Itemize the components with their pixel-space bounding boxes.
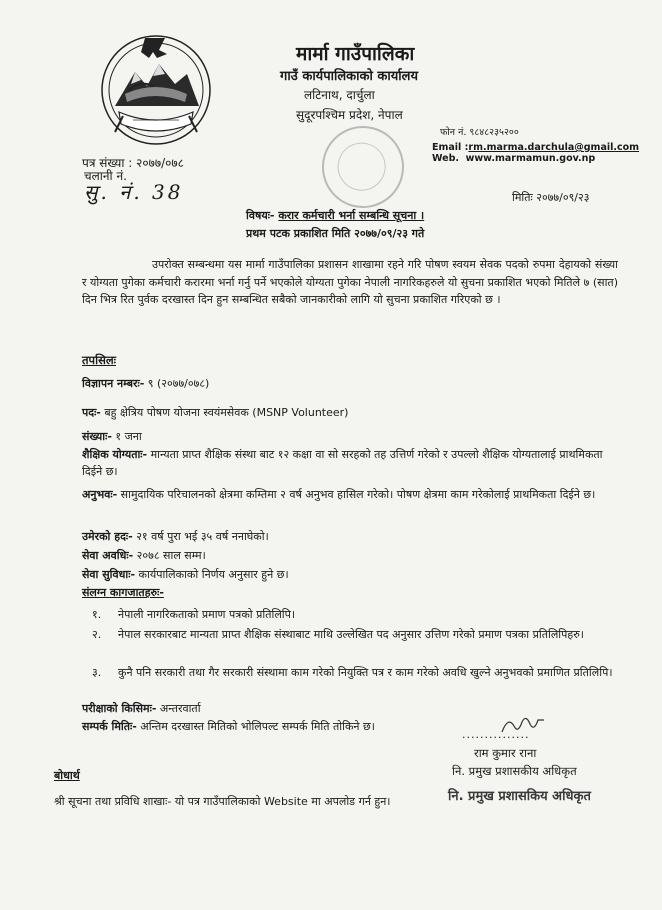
web-label: Web. [432,153,459,164]
office-province: सुदूरपश्चिम प्रदेश, नेपाल [296,108,403,122]
detail-row: विज्ञापन नम्बरः- ९ (२०७७/०७८) [82,377,210,390]
detail-row: पदः- बहु क्षेत्रिय पोषण योजना स्वयंमसेवक (MSNP Volunteer) [82,406,349,419]
detail-row: अनुभवः- सामुदायिक परिचालनको क्षेत्रमा कम्तिमा २ वर्ष अनुभव हासिल गरेको। पोषण क्षेत्रमा काम गरेकोलाई प्राथमिकता दिईने छ। [82,488,596,501]
detail-row: उमेरको हदः- २१ वर्ष पुरा भई ३५ वर्ष ननाघेको। [82,530,269,543]
signatory-name: राम कुमार राना [474,746,537,760]
info-label: बोधार्थ [54,769,80,782]
detail-row: शैक्षिक योग्यताः- मान्यता प्राप्त शैक्षिक संस्था बाट १२ कक्षा वा सो सरहको तह उत्तिर्ण गरेको र उपल्लो शैक्षिक योग्यतालाई प्राथमिकता दिईने छ। [82,448,603,478]
email-address: rm.marma.darchula@gmail.com [468,142,640,153]
detail-row: संख्याः- १ जना [82,430,142,443]
subject-text: करार कर्मचारी भर्ना सम्बन्धि सूचना । [278,209,425,222]
info-text: श्री सूचना तथा प्रविधि शाखाः- यो पत्र गाउँपालिकाको Website मा अपलोड गर्न हुन। [54,795,391,808]
notice-letter: मार्मा गाउँपालिका गाउँ कार्यपालिकाको कार्यालय लटिनाथ, दार्चुला सुदूरपश्चिम प्रदेश, नेपाल फोन नं. ९८४८२३५२०० Email :rm.marma.darchula@gmail.com Web. www.marmamun.gov.np पत्र संख्या : २०७७/०७८ चलानी नं. सु. नं. 38 मितिः २०७७/०९/२३ विषयः- करार कर्मचारी भर्ना सम्बन्धि सूचना । प्रथम पटक प्रकाशित मिति २०७७/०९/२३ गते उपरोक्त सम्बन्धमा यस मार्मा गाउँपालिका प्रशासन शाखामा रहने गरि पोषण स्वयम सेवक पदको रुपमा देहायको संख्या र योग्यता पुगेका कर्मचारी करारमा भर्ना गर्नु पर्ने भएकोले योग्यता पुगेका नेपाली नागरिकहरुले यो सुचना प्रकाशित भएको मितिले ७ (सात) दिन भित्र रित पुर्वक दरखास्त दिन हुन सम्बन्धित सबैको जानकारीको लागि यो सुचना प्रकाशित गरिएको छ । तपसिलः विज्ञापन नम्बरः- ९ (२०७७/०७८) पदः- बहु क्षेत्रिय पोषण योजना स्वयंमसेवक (MSNP Volunteer) संख्याः- १ जना शैक्षिक योग्यताः- मान्यता प्राप्त शैक्षिक संस्था बाट १२ कक्षा वा सो सरहको तह उत्तिर्ण गरेको र उपल्लो शैक्षिक योग्यतालाई प्राथमिकता दिईने छ। अनुभवः- सामुदायिक परिचालनको क्षेत्रमा कम्तिमा २ वर्ष अनुभव हासिल गरेको। पोषण क्षेत्रमा काम गरेकोलाई प्राथमिकता दिईने छ। उमेरको हदः- २१ वर्ष पुरा भई ३५ वर्ष ननाघेको। सेवा अवधिः- २०७८ साल सम्म। सेवा सुविधाः- कार्यपालिकाको निर्णय अनुसार हुने छ। संलग्न कागजातहरुः- १. नेपाली नागरिकताको प्रमाण पत्रको प्रतिलिपि। २. नेपाल सरकारबाट मान्यता प्राप्त शैक्षिक संस्थाबाट माथि उल्लेखित पद अनुसार उत्तिण गरेको प्रमाण पत्रका प्रतिलिपिहरु। ३. कुनै पनि सरकारी तथा गैर सरकारी संस्थामा काम गरेको नियुक्ति पत्र र काम गरेको अवधि खुल्ने अनुभवको प्रमाणित प्रतिलिपि। परीक्षाको किसिमः- अन्तरवार्ता सम्पर्क मितिः- अन्तिम दरखास्त मितिको भोलिपल्ट सम्पर्क मिति तोकिने छ। ............... राम कुमार राना नि. प्रमुख प्रशासकीय अधिकृत बोधार्थ श्री सूचना तथा प्रविधि शाखाः- यो पत्र गाउँपालिकाको Website मा अपलोड गर्न हुन। नि. प्रमुख प्रशासकिय अधिकृत [0,0,662,910]
designation-stamp: नि. प्रमुख प्रशासकिय अधिकृत [448,789,591,804]
dispatch-number-handwritten: सु. नं. 38 [84,180,184,204]
nepal-emblem-icon [95,28,217,146]
office-address: लटिनाथ, दार्चुला [304,88,375,102]
subject-line [246,208,424,223]
reference-number: पत्र संख्या : २०७७/०७८ [82,156,184,170]
email-label: Email : [432,142,469,153]
office-subtitle: गाउँ कार्यपालिकाको कार्यालय [280,69,418,84]
web-address: www.marmamun.gov.np [465,153,596,164]
email-line [432,142,639,153]
exam-type: परीक्षाको किसिमः- अन्तरवार्ता [82,702,201,715]
signatory-designation: नि. प्रमुख प्रशासकीय अधिकृत [452,764,577,778]
dispatch-number-label: चलानी नं. [84,169,127,183]
office-stamp-icon [307,111,419,223]
letter-date: मितिः २०७७/०९/२३ [512,191,590,204]
detail-row: सेवा अवधिः- २०७८ साल सम्म। [82,549,206,562]
detail-row: सेवा सुविधाः- कार्यपालिकाको निर्णय अनुसार हुने छ। [82,568,289,581]
phone-number: फोन नं. ९८४८२३५२०० [440,127,519,138]
contact-date: सम्पर्क मितिः- अन्तिम दरखास्त मितिको भोलिपल्ट सम्पर्क मिति तोकिने छ। [82,720,375,733]
subject-label: विषयः- [246,209,275,222]
body-paragraph: उपरोक्त सम्बन्धमा यस मार्मा गाउँपालिका प्रशासन शाखामा रहने गरि पोषण स्वयम सेवक पदको रुपमा देहायको संख्या र योग्यता पुगेका कर्मचारी करारमा भर्ना गर्नु पर्ने भएकोले योग्यता पुगेका नेपाली नागरिकहरुले यो सुचना प्रकाशित भएको मितिले ७ (सात) दिन भित्र रित पुर्वक दरखास्त दिन हुन सम्बन्धित सबैको जानकारीको लागि यो सुचना प्रकाशित गरिएको छ । [82,258,618,306]
details-title: तपसिलः [82,353,116,367]
office-name: मार्मा गाउँपालिका [296,43,415,65]
documents-title: संलग्न कागजातहरुः- [82,586,164,599]
web-line [432,153,595,164]
publication-date: प्रथम पटक प्रकाशित मिति २०७७/०९/२३ गते [246,227,425,240]
signature-line: ............... [462,728,530,741]
